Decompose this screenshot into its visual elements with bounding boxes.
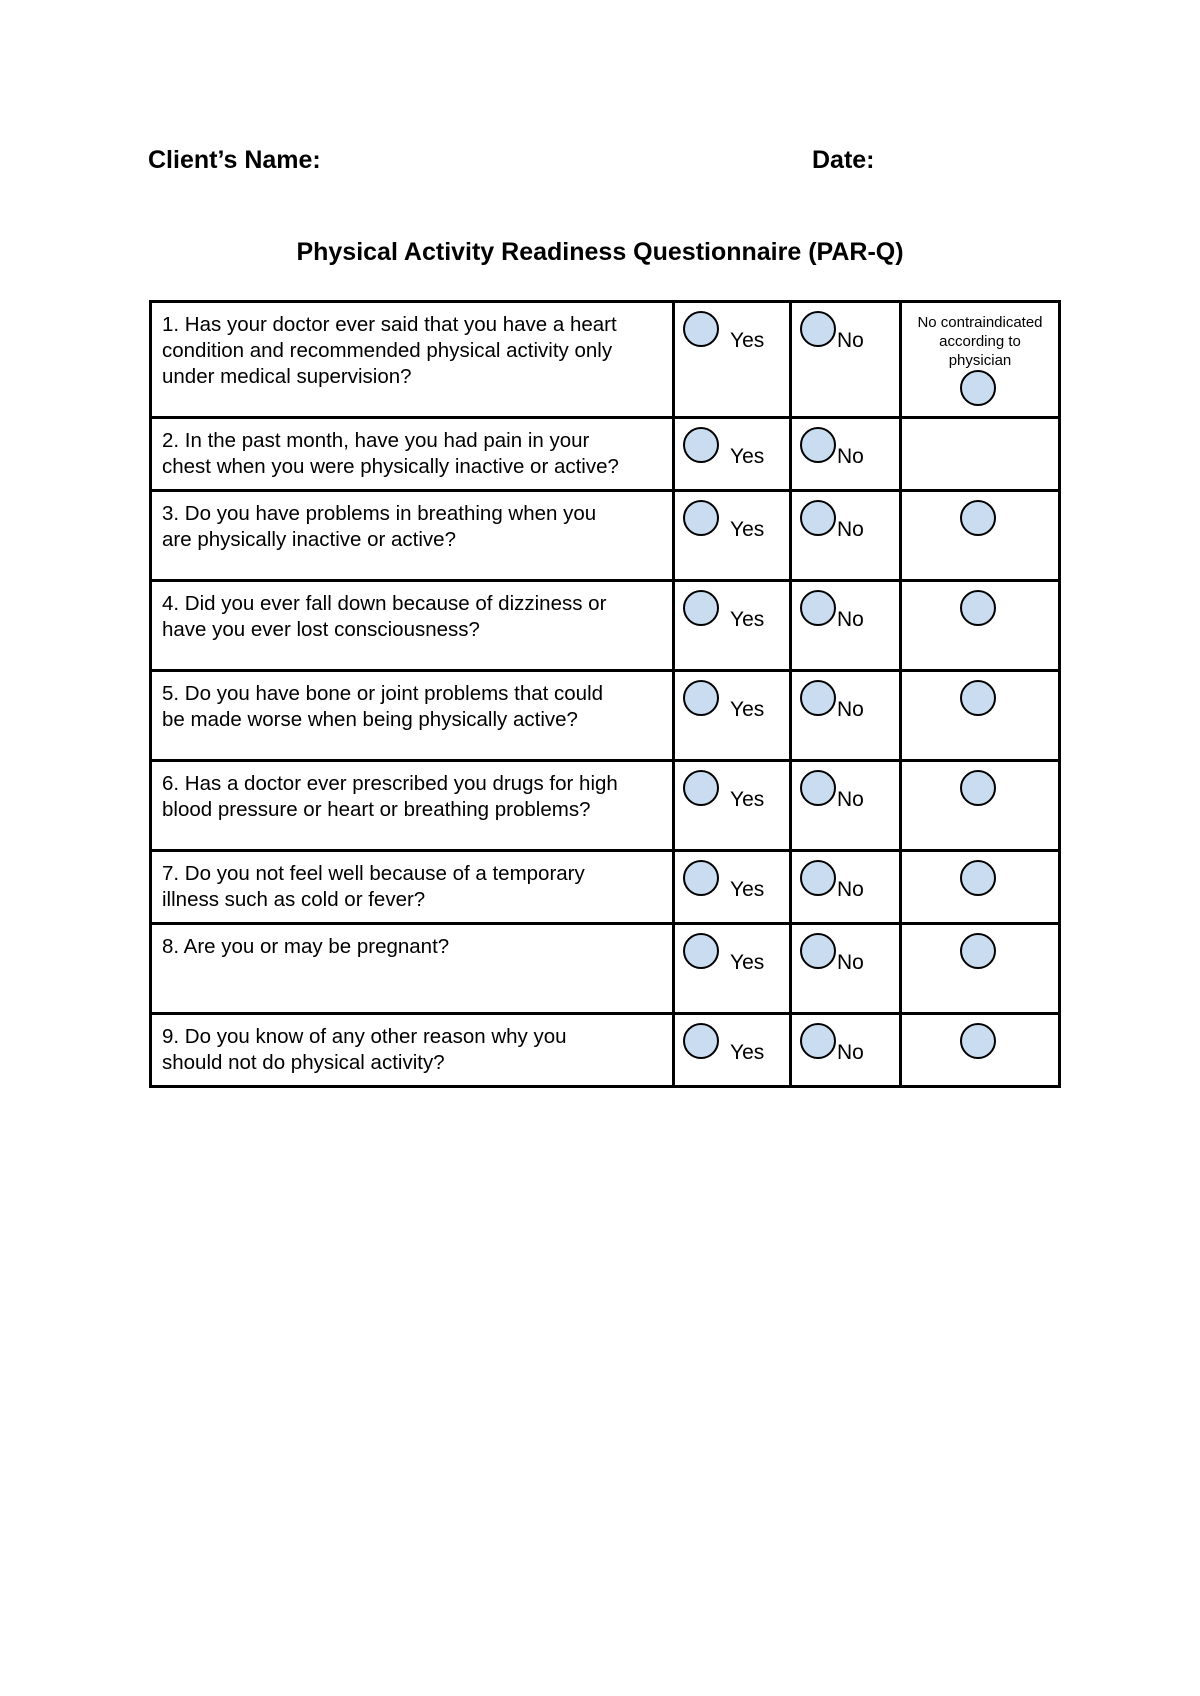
- nc-radio[interactable]: [960, 590, 996, 626]
- question-text: [151, 924, 674, 1014]
- question-text: [151, 418, 674, 491]
- no-radio[interactable]: [800, 770, 836, 806]
- date-label: Date:: [812, 146, 875, 174]
- question-line: 1. Has your doctor ever said that you have a heart: [162, 313, 617, 336]
- no-label: No: [837, 951, 864, 974]
- question-row: [151, 671, 1060, 761]
- nc-column-header: [902, 313, 1058, 370]
- nc-cell: [901, 1014, 1060, 1087]
- nc-cell: [901, 581, 1060, 671]
- no-radio[interactable]: [800, 860, 836, 896]
- yes-label: Yes: [730, 951, 765, 974]
- question-line: have you ever lost consciousness?: [162, 618, 480, 641]
- question-text: [151, 1014, 674, 1087]
- nc-radio[interactable]: [960, 770, 996, 806]
- nc-cell: [901, 671, 1060, 761]
- question-line: 4. Did you ever fall down because of dizziness or: [162, 592, 607, 615]
- no-radio[interactable]: [800, 427, 836, 463]
- no-label: No: [837, 608, 864, 631]
- question-row: [151, 581, 1060, 671]
- question-line: illness such as cold or fever?: [162, 888, 426, 911]
- nc-cell: [901, 851, 1060, 924]
- yes-label: Yes: [730, 608, 765, 631]
- nc-cell: [901, 491, 1060, 581]
- no-label: No: [837, 878, 864, 901]
- client-name-label: Client’s Name:: [148, 146, 321, 174]
- nc-cell: [901, 418, 1060, 491]
- nc-cell: [901, 302, 1060, 418]
- yes-radio[interactable]: [683, 500, 719, 536]
- question-line: 7. Do you not feel well because of a temporary: [162, 862, 585, 885]
- yes-cell: [674, 851, 791, 924]
- nc-radio[interactable]: [960, 500, 996, 536]
- no-radio[interactable]: [800, 680, 836, 716]
- yes-label: Yes: [730, 329, 765, 352]
- no-label: No: [837, 445, 864, 468]
- question-row: [151, 418, 1060, 491]
- parq-table: [149, 300, 1061, 1088]
- question-text: [151, 761, 674, 851]
- nc-header-line: according to: [939, 333, 1021, 350]
- question-text: [151, 302, 674, 418]
- question-row: [151, 924, 1060, 1014]
- question-line: 8. Are you or may be pregnant?: [162, 935, 450, 958]
- yes-cell: [674, 302, 791, 418]
- question-line: should not do physical activity?: [162, 1051, 445, 1074]
- nc-cell: [901, 761, 1060, 851]
- nc-header-line: No contraindicated: [917, 314, 1043, 331]
- no-label: No: [837, 698, 864, 721]
- question-row: [151, 491, 1060, 581]
- question-row: [151, 302, 1060, 418]
- yes-cell: [674, 761, 791, 851]
- question-line: are physically inactive or active?: [162, 528, 456, 551]
- yes-cell: [674, 491, 791, 581]
- yes-radio[interactable]: [683, 427, 719, 463]
- no-label: No: [837, 518, 864, 541]
- no-label: No: [837, 788, 864, 811]
- yes-cell: [674, 671, 791, 761]
- yes-radio[interactable]: [683, 933, 719, 969]
- question-line: be made worse when being physically active?: [162, 708, 578, 731]
- nc-radio[interactable]: [960, 1023, 996, 1059]
- yes-label: Yes: [730, 698, 765, 721]
- nc-radio[interactable]: [960, 370, 996, 406]
- question-line: 9. Do you know of any other reason why you: [162, 1025, 567, 1048]
- question-row: [151, 851, 1060, 924]
- question-text: [151, 581, 674, 671]
- question-line: under medical supervision?: [162, 365, 412, 388]
- no-radio[interactable]: [800, 590, 836, 626]
- yes-radio[interactable]: [683, 860, 719, 896]
- yes-cell: [674, 1014, 791, 1087]
- nc-radio[interactable]: [960, 933, 996, 969]
- yes-label: Yes: [730, 1041, 765, 1064]
- nc-cell: [901, 924, 1060, 1014]
- yes-radio[interactable]: [683, 311, 719, 347]
- no-radio[interactable]: [800, 311, 836, 347]
- no-label: No: [837, 329, 864, 352]
- yes-radio[interactable]: [683, 590, 719, 626]
- question-text: [151, 671, 674, 761]
- no-cell: [791, 418, 901, 491]
- yes-cell: [674, 418, 791, 491]
- yes-cell: [674, 924, 791, 1014]
- no-cell: [791, 491, 901, 581]
- question-line: 2. In the past month, have you had pain in your: [162, 429, 590, 452]
- nc-radio[interactable]: [960, 860, 996, 896]
- no-cell: [791, 761, 901, 851]
- yes-radio[interactable]: [683, 770, 719, 806]
- question-row: [151, 1014, 1060, 1087]
- question-line: 3. Do you have problems in breathing when you: [162, 502, 597, 525]
- no-radio[interactable]: [800, 500, 836, 536]
- no-cell: [791, 671, 901, 761]
- yes-radio[interactable]: [683, 1023, 719, 1059]
- yes-radio[interactable]: [683, 680, 719, 716]
- yes-label: Yes: [730, 788, 765, 811]
- no-cell: [791, 302, 901, 418]
- question-row: [151, 761, 1060, 851]
- yes-cell: [674, 581, 791, 671]
- no-cell: [791, 924, 901, 1014]
- no-cell: [791, 851, 901, 924]
- question-line: 5. Do you have bone or joint problems that could: [162, 682, 604, 705]
- no-cell: [791, 581, 901, 671]
- question-text: [151, 491, 674, 581]
- no-cell: [791, 1014, 901, 1087]
- no-label: No: [837, 1041, 864, 1064]
- no-radio[interactable]: [800, 1023, 836, 1059]
- nc-header-line: physician: [948, 352, 1012, 369]
- question-line: chest when you were physically inactive or active?: [162, 455, 619, 478]
- yes-label: Yes: [730, 445, 765, 468]
- question-line: condition and recommended physical activity only: [162, 339, 613, 362]
- yes-label: Yes: [730, 878, 765, 901]
- form-title: Physical Activity Readiness Questionnaire (PAR-Q): [296, 238, 904, 266]
- question-line: blood pressure or heart or breathing problems?: [162, 798, 591, 821]
- nc-radio[interactable]: [960, 680, 996, 716]
- question-text: [151, 851, 674, 924]
- yes-label: Yes: [730, 518, 765, 541]
- question-line: 6. Has a doctor ever prescribed you drugs for high: [162, 772, 618, 795]
- no-radio[interactable]: [800, 933, 836, 969]
